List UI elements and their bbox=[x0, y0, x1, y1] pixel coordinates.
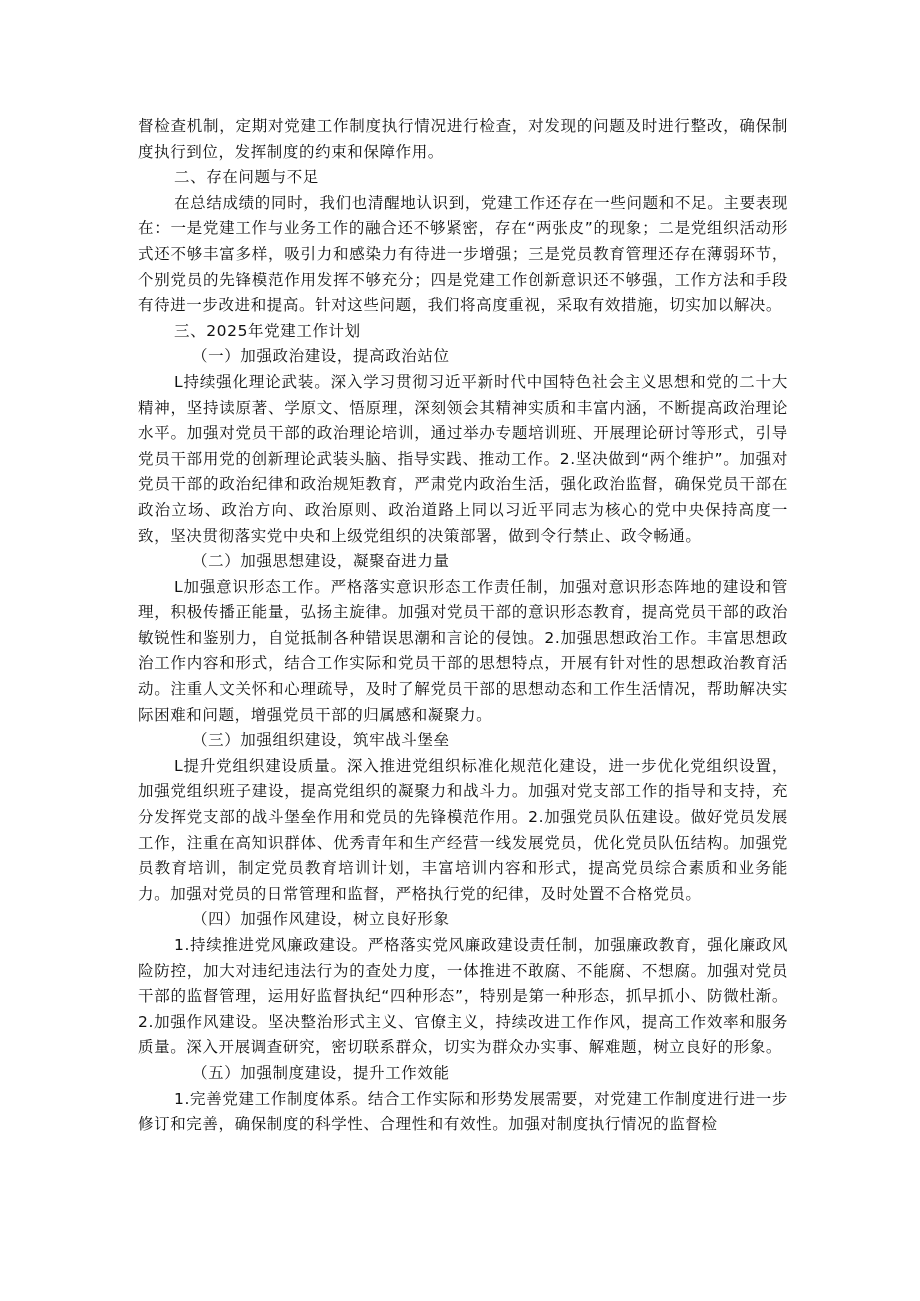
subheading-institutional: （五）加强制度建设，提升工作效能 bbox=[192, 1063, 450, 1082]
document-body bbox=[138, 114, 788, 1138]
subheading-political: （一）加强政治建设，提高政治站位 bbox=[192, 347, 450, 366]
paragraph-organizational: L提升党组织建设质量。深入推进党组织标准化规范化建设，进一步优化党组织设置，加强党组织班子建设，提高党组织的凝聚力和战斗力。加强对党支部工作的指导和支持，充分发挥党支部的战斗堡垒作用和党员的先锋模范作用。2.加强党员队伍建设。做好党员发展工作，注重在高知识群体、优秀青年和生产经营一线发展党员，优化党员队伍结构。加强党员教育培训，制定党员教育培训计划，丰富培训内容和形式，提高党员综合素质和业务能力。加强对党员的日常管理和监督，严格执行党的纪律，及时处置不合格党员。 bbox=[138, 756, 788, 903]
subheading-work-style: （四）加强作风建设，树立良好形象 bbox=[192, 910, 450, 929]
section-heading-plan: 三、2025年党建工作计划 bbox=[174, 321, 361, 340]
subheading-ideological: （二）加强思想建设，凝聚奋进力量 bbox=[192, 552, 450, 571]
paragraph-political: L持续强化理论武装。深入学习贯彻习近平新时代中国特色社会主义思想和党的二十大精神，坚持读原著、学原文、悟原理，深刻领会其精神实质和丰富内涵，不断提高政治理论水平。加强对党员干部的政治理论培训，通过举办专题培训班、开展理论研讨等形式，引导党员干部用党的创新理论武装头脑、指导实践、推动工作。2.坚决做到“两个维护”。加强对党员干部的政治纪律和政治规矩教育，严肃党内政治生活，强化政治监督，确保党员干部在政治立场、政治方向、政治原则、政治道路上同以习近平同志为核心的党中央保持高度一致，坚决贯彻落实党中央和上级党组织的决策部署，做到令行禁止、政令畅通。 bbox=[138, 372, 788, 545]
paragraph-continuation: 督检查机制，定期对党建工作制度执行情况进行检查，对发现的问题及时进行整改，确保制度执行到位，发挥制度的约束和保障作用。 bbox=[138, 117, 788, 161]
paragraph-work-style: 1.持续推进党风廉政建设。严格落实党风廉政建设责任制，加强廉政教育，强化廉政风险防控，加大对违纪违法行为的查处力度，一体推进不敢腐、不能腐、不想腐。加强对党员干部的监督管理，运用好监督执纪“四种形态”，特别是第一种形态，抓早抓小、防微杜渐。2.加强作风建设。坚决整治形式主义、官僚主义，持续改进工作作风，提高工作效率和服务质量。深入开展调查研究，密切联系群众，切实为群众办实事、解难题，树立良好的形象。 bbox=[138, 936, 788, 1057]
subheading-organizational: （三）加强组织建设，筑牢战斗堡垒 bbox=[192, 731, 450, 750]
section-heading-problems: 二、存在问题与不足 bbox=[174, 168, 319, 187]
paragraph-ideological: L加强意识形态工作。严格落实意识形态工作责任制，加强对意识形态阵地的建设和管理，积极传播正能量，弘扬主旋律。加强对党员干部的意识形态教育，提高党员干部的政治敏锐性和鉴别力，自觉抵制各种错误思潮和言论的侵蚀。2.加强思想政治工作。丰富思想政治工作内容和形式，结合工作实际和党员干部的思想特点，开展有针对性的思想政治教育活动。注重人文关怀和心理疏导，及时了解党员干部的思想动态和工作生活情况，帮助解决实际困难和问题，增强党员干部的归属感和凝聚力。 bbox=[138, 577, 788, 724]
paragraph-institutional: 1.完善党建工作制度体系。结合工作实际和形势发展需要，对党建工作制度进行进一步修订和完善，确保制度的科学性、合理性和有效性。加强对制度执行情况的监督检 bbox=[138, 1089, 788, 1134]
paragraph-problems: 在总结成绩的同时，我们也清醒地认识到，党建工作还存在一些问题和不足。主要表现在：一是党建工作与业务工作的融合还不够紧密，存在“两张皮”的现象；二是党组织活动形式还不够丰富多样，吸引力和感染力有待进一步增强；三是党员教育管理还存在薄弱环节，个别党员的先锋模范作用发挥不够充分；四是党建工作创新意识还不够强，工作方法和手段有待进一步改进和提高。针对这些问题，我们将高度重视，采取有效措施，切实加以解决。 bbox=[138, 193, 788, 315]
